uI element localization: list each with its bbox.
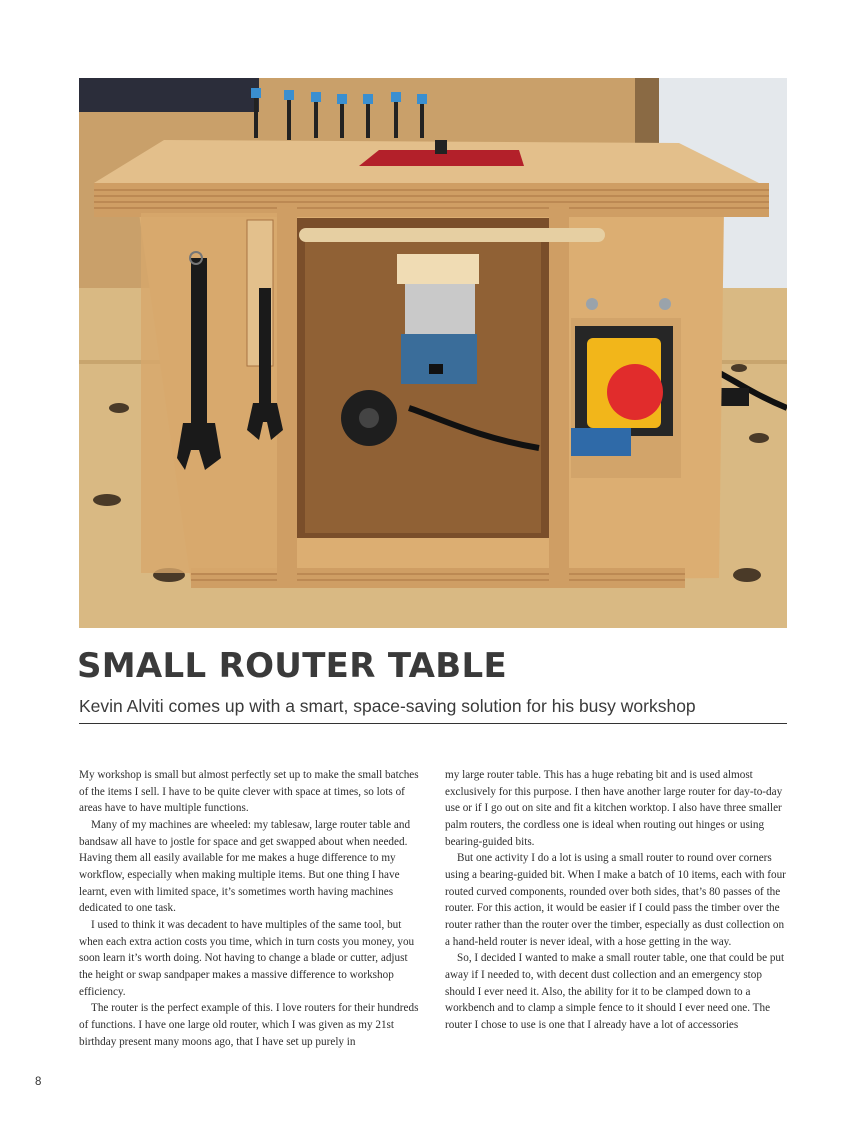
paragraph: Many of my machines are wheeled: my tablesaw, large router table and bandsaw all have to jostle for space and get swapped about when needed. Having them all easily available for me makes a huge difference to my workflow, especially when making multiple items. But one thing I have learnt, even with limited space, it’s sometimes worth having machines dedicated to one task. [79, 818, 411, 915]
title-divider [79, 723, 787, 724]
paragraph: So, I decided I wanted to make a small router table, one that could be put away if I needed to, with decent dust collection and an emergency stop should I ever need it. Also, the ability for it to be clamped down to a workbench and to clamp a simple fence to it should I ever need one. The router I chose to use is one that I already have a lot of accessories [445, 952, 785, 1031]
paragraph: My workshop is small but almost perfectly set up to make the small batches of the items I sell. I have to be quite clever with space at times, so lots of areas have to have multiple functions. [79, 769, 419, 815]
article-standfirst: Kevin Alviti comes up with a smart, space-saving solution for his busy workshop [79, 696, 696, 716]
paragraph: The router is the perfect example of this. I love routers for their hundreds of functions. I have one large old router, which I was given as my 21st birthday present many moons ago, that I have set up purely in [79, 1002, 419, 1048]
router-table-photo [79, 78, 787, 628]
article-title: SMALL ROUTER TABLE [77, 646, 508, 686]
paragraph: I used to think it was decadent to have multiples of the same tool, but when each extra action costs you time, which in turn costs you money, you soon learn it’s worth doing. Not having to change a blade or cutter, adjust the height or swap sandpaper makes a massive difference to workshop efficiency. [79, 918, 415, 998]
page-number: 8 [35, 1076, 42, 1088]
right-column [445, 767, 787, 1034]
left-column [79, 767, 421, 1050]
paragraph: my large router table. This has a huge rebating bit and is used almost exclusively for this purpose. I then have another large router for day-to-day use or if I go out on site and fit a kitchen worktop. I also have three smaller palm routers, the cordless one is ideal when routing out hinges or using bearing-guided bits. [445, 769, 783, 848]
paragraph: But one activity I do a lot is using a small router to round over corners using a bearing-guided bit. When I make a batch of 10 items, each with four routed curved components, rounded over both sides, that’s 80 passes of the router. For this action, it would be easier if I could pass the timber over the router rather than the router over the timber, especially as dust collection on a hand-held router is never ideal, with a hose getting in the way. [445, 852, 786, 948]
